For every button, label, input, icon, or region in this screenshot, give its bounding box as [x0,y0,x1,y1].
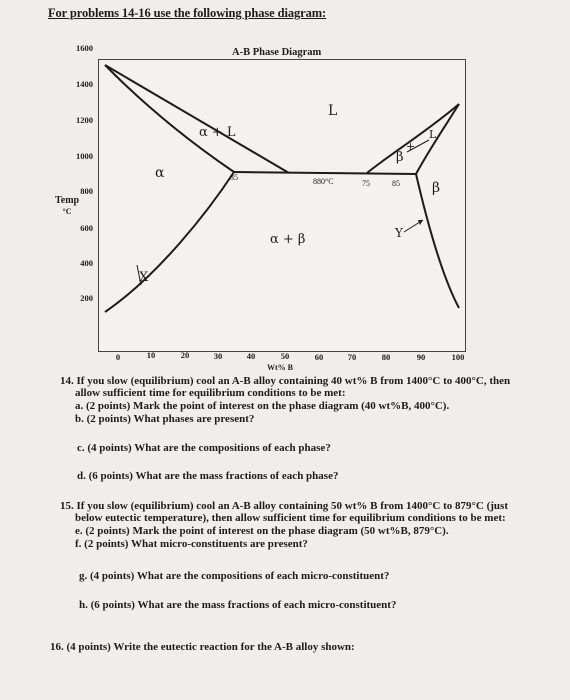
region-beta: β [432,180,441,196]
question-14a: a. (2 points) Mark the point of interest on the phase diagram (40 wt%B, 400°C). [75,400,450,412]
x-tick: 20 [180,350,190,360]
solidus-left [105,65,234,172]
question-14-continued: allow sufficient time for equilibrium conditions to be met: [75,387,346,399]
phase-boundaries [99,60,465,351]
y-tick: 1600 [76,43,93,53]
y-tick: 1000 [76,151,93,161]
x-tick: 80 [381,352,391,362]
question-15h: h. (6 points) What are the mass fractions of each micro-constituent? [79,599,397,611]
question-15f: f. (2 points) What micro-constituents are present? [75,538,308,550]
liquidus-left [105,65,289,173]
question-15: 15. If you slow (equilibrium) cool an A-B alloy containing 50 wt% B from 1400°C to 879°C (just [60,500,508,512]
question-16: 16. (4 points) Write the eutectic reaction for the A-B alloy shown: [50,641,355,653]
question-15-continued: below eutectic temperature), then allow sufficient time for equilibrium conditions to be met: [75,512,506,524]
question-15g: g. (4 points) What are the compositions of each micro-constituent? [79,570,390,582]
y-tick: 1200 [76,115,93,125]
y-tick: 200 [80,293,93,303]
x-tick: 70 [347,352,357,362]
y-tick: 1400 [76,79,93,89]
diagram-title: A-B Phase Diagram [232,47,322,58]
gamma-mark: Y [395,226,403,240]
right-solvus-composition: 85 [392,179,400,188]
question-14: 14. If you slow (equilibrium) cool an A-B alloy containing 40 wt% B from 1400°C to 400°C, then [60,375,511,387]
x-tick: 30 [213,351,223,361]
x-tick: 90 [416,352,426,362]
x-mark: X [139,270,149,285]
x-tick: 40 [246,351,256,361]
x-tick: 0 [115,352,121,362]
question-15e: e. (2 points) Mark the point of interest on the phase diagram (50 wt%B, 879°C). [75,525,449,537]
region-liquid: L [328,103,338,119]
y-tick: 800 [80,186,93,196]
y-axis-label: Temp °C [55,195,80,216]
x-tick: 10 [146,350,156,360]
x-axis-label: Wt% B [267,363,293,372]
question-14b: b. (2 points) What phases are present? [75,413,255,425]
phase-diagram-plot [98,59,466,352]
question-14d: d. (6 points) What are the mass fractions of each phase? [77,470,339,482]
region-alpha-plus-liquid: α + L [199,125,236,140]
region-alpha: α [155,165,165,181]
y-tick: 400 [80,258,93,268]
left-solvus-composition: 35 [230,173,238,182]
liquidus-right [367,104,459,173]
solidus-right [416,104,459,174]
x-tick: 60 [314,352,324,362]
eutectic-temperature: 880°C [313,177,334,186]
y-tick: 600 [80,223,93,233]
x-tick: 100 [451,352,465,362]
region-beta-in-two-phase: β [396,150,404,165]
eutectic-line [234,172,416,174]
question-14c: c. (4 points) What are the compositions of each phase? [77,442,331,454]
solvus-left [105,172,234,312]
eutectic-composition: 75 [362,179,370,188]
problem-intro: For problems 14-16 use the following phase diagram: [48,6,327,20]
region-plus-sign: + [406,140,416,153]
x-tick: 50 [280,351,290,361]
region-alpha-plus-beta: α + β [270,232,306,247]
region-liquid-right: L [429,128,437,141]
